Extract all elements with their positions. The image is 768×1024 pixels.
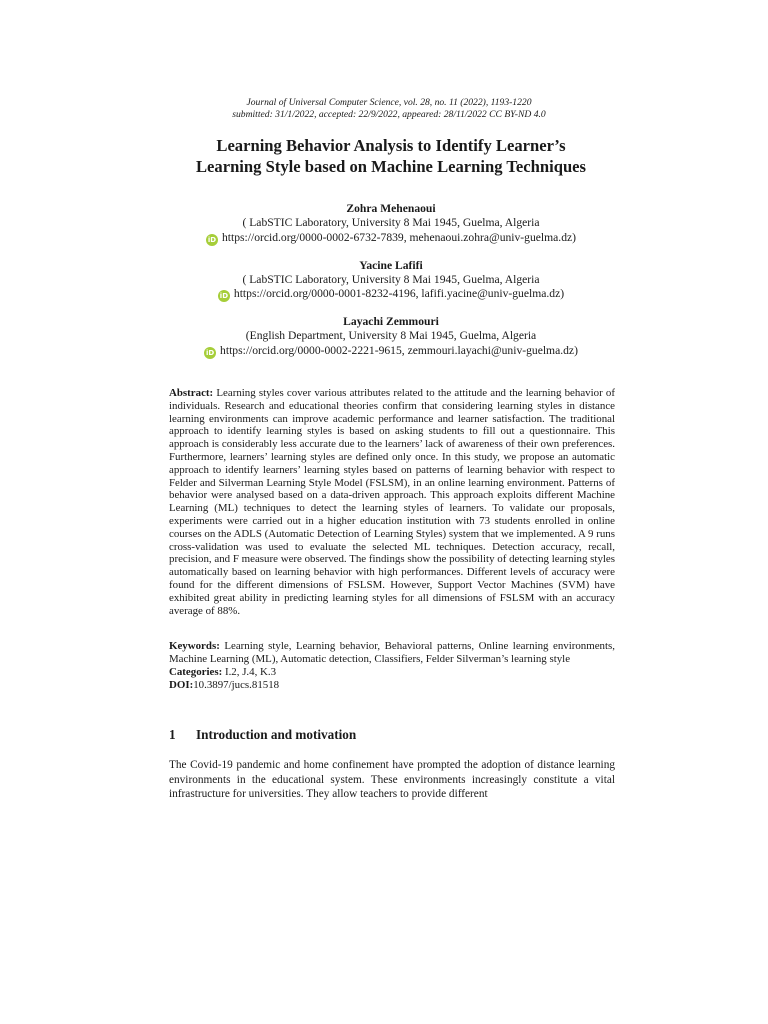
keywords (169, 640, 615, 666)
section-title: Introduction and motivation (196, 727, 357, 742)
categories-text: I.2, J.4, K.3 (222, 666, 277, 678)
author-block (0, 202, 768, 246)
intro-paragraph: The Covid-19 pandemic and home confinement have prompted the adoption of distance learning environments in the educational system. These environments increasingly constitute a vital infrastructure for universities. They allow teachers to provide different (169, 759, 615, 801)
orcid-icon[interactable]: iD (207, 235, 217, 244)
author-contact (0, 344, 768, 359)
section-number: 1 (169, 727, 176, 742)
abstract (169, 387, 615, 617)
section-heading (169, 727, 615, 743)
doi (169, 679, 615, 692)
paper-title (0, 135, 768, 177)
author-orcid-email[interactable]: https://orcid.org/0000-0002-2221-9615, zemmouri.layachi@univ-guelma.dz) (220, 343, 578, 357)
author-list (0, 202, 768, 372)
author-affiliation: ( LabSTIC Laboratory, University 8 Mai 1945, Guelma, Algeria (242, 272, 540, 286)
journal-header (0, 97, 768, 121)
orcid-icon[interactable]: iD (205, 348, 215, 357)
journal-citation: Journal of Universal Computer Science, vol. 28, no. 11 (2022), 1193-1220 (246, 97, 532, 108)
keywords-text: Learning style, Learning behavior, Behavioral patterns, Online learning environments, Machine Learning (ML), Automatic detection, Classifiers, Felder Silverman’s learning style (169, 640, 615, 665)
orcid-icon[interactable]: iD (219, 292, 229, 300)
title-line-2: Learning Style based on Machine Learning Techniques (195, 157, 587, 176)
title-line-1: Learning Behavior Analysis to Identify Learner’s (216, 136, 566, 155)
author-name: Zohra Mehenaoui (346, 202, 436, 215)
categories (169, 666, 615, 679)
categories-label: Categories: (169, 666, 223, 678)
keywords-label: Keywords: (169, 640, 220, 652)
author-orcid-email[interactable]: https://orcid.org/0000-0001-8232-4196, lafifi.yacine@univ-guelma.dz) (233, 287, 565, 300)
author-orcid-email[interactable]: https://orcid.org/0000-0002-6732-7839, mehenaoui.zohra@univ-guelma.dz) (221, 230, 576, 244)
abstract-text: Learning styles cover various attributes related to the attitude and the learning behavior of individuals. Research and educational theories confirm that considering learning styles in distance learning environments can improve academic performance and learner satisfaction. The traditional approach to identify learning styles is based on asking students to fill out a questionnaire. This approach is considerably less accurate due to the learners’ lack of awareness of their own preferences. Furthermore, learners’ learning styles are defined only once. In this study, we propose an automatic approach to identify learners’ learning styles based on patterns of learning behavior with respect to Felder and Silverman Learning Style Model (FSLSM), in an online learning environment. Patterns of behavior were analysed based on a data-driven approach. This approach exploits different Machine Learning (ML) techniques to detect the learning styles of learners. To validate our proposals, experiments were carried out in a higher education institution with 73 students enrolled in online courses on the ADLS (Automatic Detection of Learning Styles) system that we implemented. A 9 runs cross-validation was used to evaluate the selected ML techniques. Detection accuracy, recall, precision, and F measure were observed. The findings show the possibility of detecting learning styles automatically based on learning behavior with high performances. Different levels of accuracy were found for the different dimensions of FSLSM. However, Support Vector Machines (SVM) have exhibited great ability in predicting learning styles for all dimensions of FSLSM with an accuracy average of 88%. (169, 387, 615, 617)
author-name: Layachi Zemmouri (343, 315, 439, 328)
doi-label: DOI: (169, 679, 194, 691)
author-affiliation: (English Department, University 8 Mai 1945, Guelma, Algeria (245, 329, 537, 342)
journal-dates: submitted: 31/1/2022, accepted: 22/9/2022, appeared: 28/11/2022 CC BY-ND 4.0 (232, 109, 546, 120)
author-block (0, 259, 768, 303)
author-contact (0, 231, 768, 246)
keywords-block (169, 640, 615, 692)
author-block (0, 315, 768, 359)
doi-link[interactable]: 10.3897/jucs.81518 (193, 679, 280, 691)
author-affiliation: ( LabSTIC Laboratory, University 8 Mai 1945, Guelma, Algeria (242, 216, 540, 229)
author-contact (0, 287, 768, 302)
abstract-label: Abstract: (169, 387, 214, 399)
author-name: Yacine Lafifi (359, 258, 423, 272)
